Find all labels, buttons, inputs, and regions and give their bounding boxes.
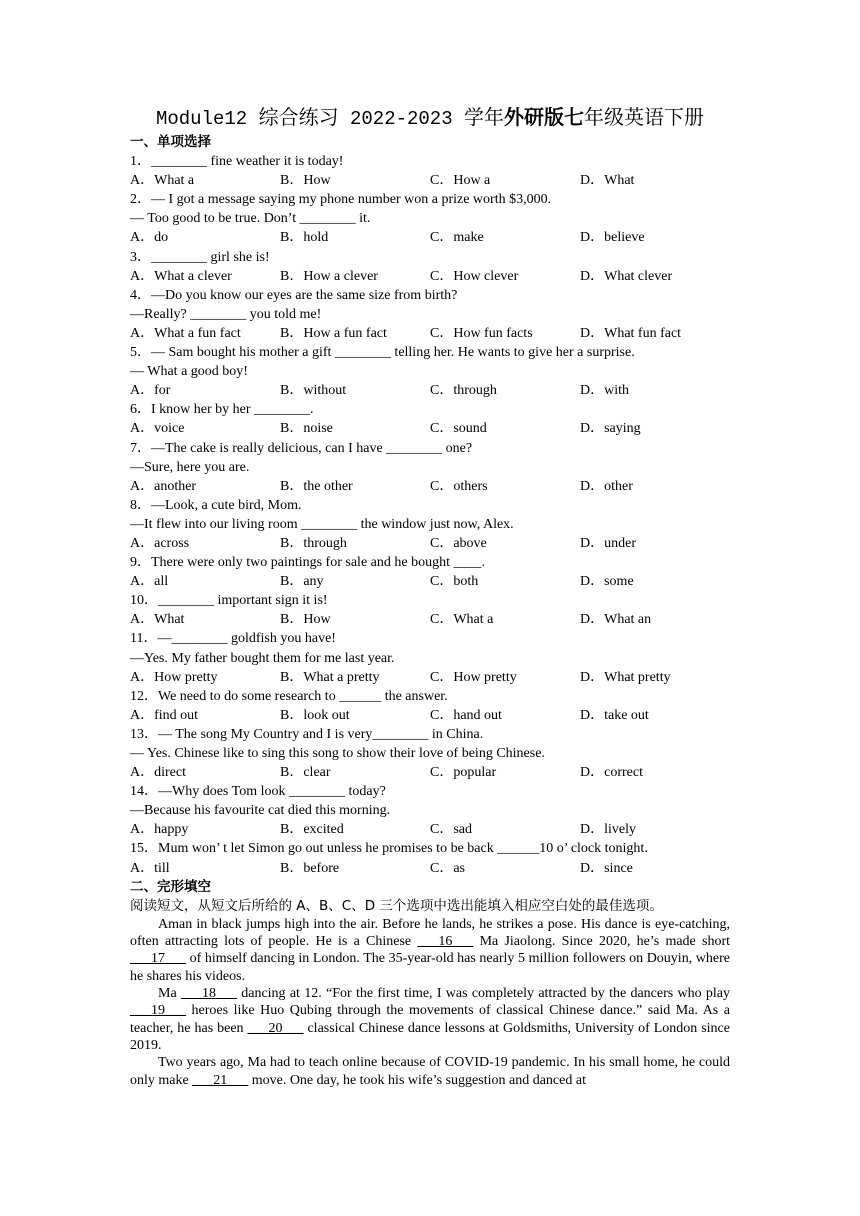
question-line: — What a good boy! <box>130 364 248 380</box>
question-item <box>130 286 730 343</box>
option-c[interactable]: C．What a <box>430 612 494 628</box>
blank-16: ___16___ <box>417 934 474 950</box>
option-a[interactable]: A．till <box>130 860 170 876</box>
option-row <box>130 820 730 839</box>
question-stem: 4．—Do you know our eyes are the same size from birth? <box>130 287 458 303</box>
title-practice: 综合练习 <box>258 107 339 129</box>
title-grade: 年级英语下册 <box>584 107 705 129</box>
cloze-paragraph-2: Ma ___18___ dancing at 12. “For the first time, I was completely attracted by the dancers who play ___19___ heroes like Huo Qubing through the movements of classical Chinese dance.” said Ma. As a teacher, he has been ___20___ classical Chinese dance lessons at Goldsmiths, University of London since 2019. <box>130 986 730 1053</box>
title-year: 2022-2023 <box>338 108 465 130</box>
option-c[interactable]: C．above <box>430 535 487 551</box>
question-item <box>130 591 730 629</box>
question-stem: 3．________ girl she is! <box>130 249 270 265</box>
question-stem: 10．________ important sign it is! <box>130 593 328 609</box>
option-b[interactable]: B．the other <box>280 478 353 494</box>
question-stem: 2．— I got a message saying my phone number won a prize worth $3,000. <box>130 192 552 208</box>
option-a[interactable]: A．What a fun fact <box>130 325 241 341</box>
option-row <box>130 534 730 553</box>
option-c[interactable]: C．How fun facts <box>430 325 533 341</box>
question-stem: 12．We need to do some research to ______ the answer. <box>130 688 448 704</box>
option-a[interactable]: A．do <box>130 230 169 246</box>
question-stem: 9．There were only two paintings for sale and he bought ____. <box>130 555 485 571</box>
option-c[interactable]: C．sound <box>430 421 487 437</box>
option-d[interactable]: D．What <box>580 173 635 189</box>
option-d[interactable]: D．What an <box>580 612 652 628</box>
question-stem: 1．________ fine weather it is today! <box>130 154 344 170</box>
question-stem: 13．— The song My Country and I is very________ in China. <box>130 726 484 742</box>
option-d[interactable]: D．What pretty <box>580 669 671 685</box>
question-stem: 14．—Why does Tom look ________ today? <box>130 784 386 800</box>
option-c[interactable]: C．both <box>430 574 479 590</box>
option-b[interactable]: B．before <box>280 860 340 876</box>
question-item <box>130 839 730 877</box>
option-b[interactable]: B．How a clever <box>280 268 378 284</box>
option-a[interactable]: A．find out <box>130 707 199 723</box>
question-item <box>130 439 730 496</box>
option-c[interactable]: C．popular <box>430 765 497 781</box>
question-line: —Really? ________ you told me! <box>130 306 322 322</box>
option-row <box>130 267 730 286</box>
option-b[interactable]: B．through <box>280 535 347 551</box>
option-d[interactable]: D．believe <box>580 230 645 246</box>
option-b[interactable]: B．look out <box>280 707 350 723</box>
option-b[interactable]: B．hold <box>280 230 329 246</box>
option-d[interactable]: D．since <box>580 860 633 876</box>
option-b[interactable]: B．without <box>280 383 347 399</box>
question-item <box>130 687 730 725</box>
question-item <box>130 400 730 438</box>
blank-20: ___20___ <box>247 1020 304 1036</box>
option-c[interactable]: C．through <box>430 383 497 399</box>
option-c[interactable]: C．How clever <box>430 268 519 284</box>
option-c[interactable]: C．others <box>430 478 488 494</box>
option-row <box>130 610 730 629</box>
option-d[interactable]: D．What clever <box>580 268 673 284</box>
option-d[interactable]: D．correct <box>580 765 643 781</box>
cloze-paragraph-1: Aman in black jumps high into the air. Before he lands, he strikes a pose. His dance is eye-catching, often attracting lots of people. He is a Chinese ___16___ Ma Jiaolong. Since 2020, he’s made short ___17___ of himself dancing in London. The 35-year-old has nearly 5 million followers on Douyin, where he shares his videos. <box>130 916 730 984</box>
option-b[interactable]: B．How <box>280 612 331 628</box>
question-line: — Yes. Chinese like to sing this song to show their love of being Chinese. <box>130 746 545 761</box>
option-a[interactable]: A．another <box>130 478 197 494</box>
option-a[interactable]: A．all <box>130 574 169 590</box>
blank-17: ___17___ <box>130 951 186 967</box>
option-a[interactable]: A．voice <box>130 421 185 437</box>
title-school-year: 学年 <box>464 107 505 129</box>
question-item <box>130 725 730 782</box>
option-d[interactable]: D．other <box>580 478 633 494</box>
option-d[interactable]: D．take out <box>580 707 649 723</box>
option-c[interactable]: C．make <box>430 230 484 246</box>
option-d[interactable]: D．some <box>580 574 634 590</box>
blank-21: ___21___ <box>192 1072 249 1088</box>
option-a[interactable]: A．happy <box>130 822 189 838</box>
cloze-instruction: 阅读短文，从短文后所给的 A、B、C、D 三个选项中选出能填入相应空白处的最佳选项。 <box>130 897 663 914</box>
option-d[interactable]: D．with <box>580 383 629 399</box>
question-stem: 15．Mum won’ t let Simon go out unless he promises to be back ______10 o’ clock tonight. <box>130 841 648 857</box>
section-heading-single-choice: 一、单项选择 <box>130 134 211 150</box>
option-row <box>130 763 730 782</box>
title-publisher: 外研版七 <box>504 107 585 129</box>
option-b[interactable]: B．How a fun fact <box>280 325 387 341</box>
option-c[interactable]: C．sad <box>430 822 472 838</box>
document-title <box>0 104 860 133</box>
question-line: —It flew into our living room ________ the window just now, Alex. <box>130 516 514 532</box>
option-b[interactable]: B．clear <box>280 765 331 781</box>
option-row <box>130 381 730 400</box>
title-module: Module12 <box>155 108 259 130</box>
question-stem: 7．—The cake is really delicious, can I have ________ one? <box>130 440 473 456</box>
option-d[interactable]: D．under <box>580 535 636 551</box>
blank-18: ___18___ <box>180 986 237 1002</box>
option-a[interactable]: A．What a clever <box>130 268 232 284</box>
question-stem: 11．—________ goldfish you have! <box>130 631 336 647</box>
option-a[interactable]: A．for <box>130 383 171 399</box>
option-d[interactable]: D．saying <box>580 421 641 437</box>
option-c[interactable]: C．How a <box>430 173 491 189</box>
option-c[interactable]: C．How pretty <box>430 669 517 685</box>
option-row <box>130 419 730 438</box>
option-d[interactable]: D．What fun fact <box>580 325 682 341</box>
option-b[interactable]: B．What a pretty <box>280 669 380 685</box>
option-row <box>130 324 730 343</box>
question-item <box>130 553 730 591</box>
question-stem: 8．—Look, a cute bird, Mom. <box>130 497 302 513</box>
option-a[interactable]: A．direct <box>130 765 186 781</box>
option-c[interactable]: C．hand out <box>430 707 502 723</box>
option-b[interactable]: B．noise <box>280 421 333 437</box>
option-row <box>130 228 730 247</box>
question-item <box>130 629 730 686</box>
section-heading-cloze: 二、完形填空 <box>130 878 211 895</box>
option-c[interactable]: C．as <box>430 860 465 876</box>
option-row <box>130 477 730 496</box>
option-b[interactable]: B．any <box>280 574 324 590</box>
question-item <box>130 496 730 553</box>
question-stem: 6．I know her by her ________. <box>130 402 314 418</box>
option-row <box>130 859 730 878</box>
question-item <box>130 190 730 247</box>
option-a[interactable]: A．What <box>130 612 185 628</box>
option-b[interactable]: B．How <box>280 173 331 189</box>
document-body <box>130 133 730 1089</box>
question-item <box>130 152 730 190</box>
blank-19: ___19___ <box>130 1003 186 1019</box>
question-item <box>130 782 730 839</box>
option-d[interactable]: D．lively <box>580 822 636 838</box>
question-line: — Too good to be true. Don’t ________ it. <box>130 211 371 227</box>
option-a[interactable]: A．What a <box>130 173 195 189</box>
option-a[interactable]: A．How pretty <box>130 669 218 685</box>
question-line: —Sure, here you are. <box>130 459 250 475</box>
question-item <box>130 248 730 286</box>
cloze-paragraph-3: Two years ago, Ma had to teach online because of COVID-19 pandemic. In his small home, he could only make ___21___ move. One day, he took his wife’s suggestion and danced at <box>130 1055 730 1088</box>
question-stem: 5．— Sam bought his mother a gift ________ telling her. He wants to give her a surprise. <box>130 345 635 361</box>
option-row <box>130 668 730 687</box>
option-row <box>130 572 730 591</box>
question-line: —Yes. My father bought them for me last year. <box>130 650 395 666</box>
option-a[interactable]: A．across <box>130 535 190 551</box>
question-item <box>130 343 730 400</box>
option-b[interactable]: B．excited <box>280 822 344 838</box>
question-list <box>130 152 730 878</box>
question-line: —Because his favourite cat died this morning. <box>130 803 391 819</box>
option-row <box>130 706 730 725</box>
option-row <box>130 171 730 190</box>
